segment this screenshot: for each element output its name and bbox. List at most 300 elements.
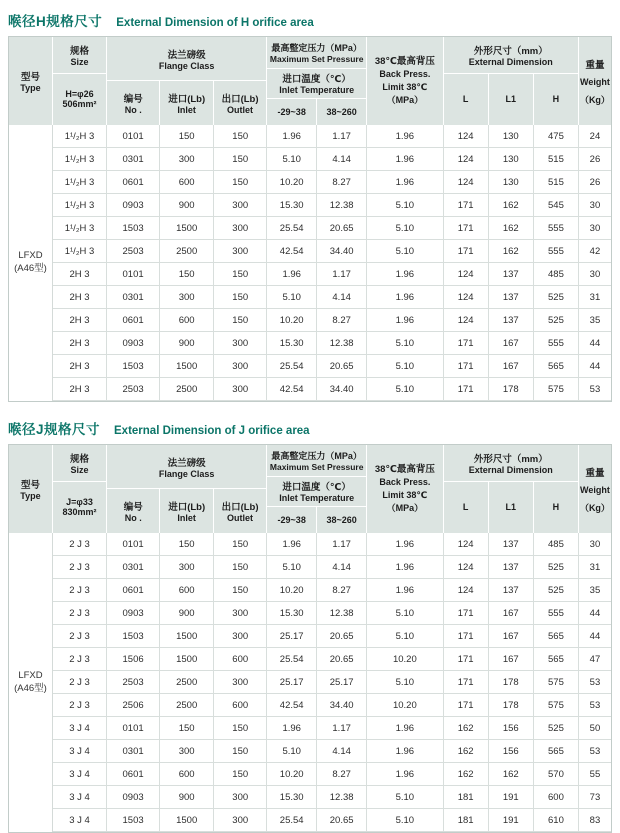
cell-dim-l1: 167 (489, 602, 534, 625)
cell-pressure-29-38: 10.20 (267, 579, 317, 602)
cell-dim-l1: 137 (489, 556, 534, 579)
header-weight-unit: （Kg） (579, 502, 610, 513)
cell-weight: 30 (579, 263, 611, 286)
cell-dim-h: 515 (534, 148, 579, 171)
cell-pressure-38-260: 8.27 (317, 579, 367, 602)
cell-size: 2H 3 (53, 378, 107, 401)
cell-inlet-class: 150 (160, 263, 214, 286)
cell-back-pressure: 5.10 (367, 625, 443, 648)
header-external-dimension (444, 37, 579, 125)
cell-outlet-class: 150 (214, 286, 267, 309)
cell-dim-l1: 167 (489, 332, 534, 355)
cell-back-pressure: 1.96 (367, 717, 443, 740)
cell-inlet-class: 2500 (160, 378, 214, 401)
cell-back-pressure: 5.10 (367, 378, 443, 401)
header-back-press-en1: Back Press. (379, 69, 431, 80)
cell-dim-l: 171 (444, 217, 489, 240)
cell-size: 2H 3 (53, 309, 107, 332)
header-dim-l: L (462, 94, 469, 105)
cell-no: 1503 (107, 217, 160, 240)
header-type-zh: 型号 (20, 480, 40, 491)
header-flange-label (107, 37, 266, 81)
header-inlet-temperature (267, 477, 366, 507)
cell-weight: 53 (579, 694, 611, 717)
cell-inlet-class: 600 (160, 579, 214, 602)
header-inlet-zh: 进口(Lb) (168, 502, 206, 513)
cell-pressure-38-260: 8.27 (317, 763, 367, 786)
header-temp-ranges (267, 99, 366, 125)
cell-dim-l: 171 (444, 694, 489, 717)
cell-dim-l1: 156 (489, 740, 534, 763)
cell-dim-h: 555 (534, 217, 579, 240)
cell-outlet-class: 150 (214, 148, 267, 171)
cell-outlet-class: 300 (214, 355, 267, 378)
cell-back-pressure: 5.10 (367, 671, 443, 694)
header-max-set-pressure (267, 37, 366, 69)
cell-pressure-38-260: 8.27 (317, 309, 367, 332)
header-size-spec (53, 74, 106, 125)
cell-pressure-29-38: 15.30 (267, 602, 317, 625)
cell-dim-l1: 167 (489, 355, 534, 378)
section-title-j-zh: 喉径J规格尺寸 (8, 422, 101, 437)
cell-back-pressure: 5.10 (367, 332, 443, 355)
cell-pressure-29-38: 25.17 (267, 671, 317, 694)
cell-weight: 44 (579, 602, 611, 625)
cell-pressure-38-260: 1.17 (317, 717, 367, 740)
header-flange-subcols (107, 489, 266, 533)
cell-back-pressure: 1.96 (367, 286, 443, 309)
cell-back-pressure: 1.96 (367, 763, 443, 786)
header-max-set-en: Maximum Set Pressure (269, 461, 364, 472)
cell-pressure-29-38: 15.30 (267, 332, 317, 355)
header-set-pressure (267, 445, 367, 533)
cell-weight: 42 (579, 240, 611, 263)
cell-dim-h: 565 (534, 625, 579, 648)
cell-outlet-class: 150 (214, 309, 267, 332)
cell-size: 2H 3 (53, 355, 107, 378)
header-back-press-zh: 38℃最高背压 (374, 55, 435, 67)
cell-no: 0903 (107, 602, 160, 625)
cell-dim-l: 171 (444, 332, 489, 355)
header-size-spec-line1: J=φ33 (66, 497, 93, 508)
cell-dim-h: 570 (534, 763, 579, 786)
cell-weight: 83 (579, 809, 611, 832)
cell-dim-l1: 137 (489, 533, 534, 556)
header-size-zh: 规格 (70, 45, 90, 57)
header-type (9, 37, 53, 125)
cell-weight: 26 (579, 148, 611, 171)
cell-inlet-class: 300 (160, 556, 214, 579)
cell-weight: 44 (579, 332, 611, 355)
cell-pressure-29-38: 5.10 (267, 148, 317, 171)
cell-weight: 53 (579, 740, 611, 763)
header-back-press-en2: Limit 38℃ (382, 490, 428, 501)
cell-outlet-class: 300 (214, 786, 267, 809)
cell-pressure-38-260: 20.65 (317, 809, 367, 832)
cell-inlet-class: 150 (160, 125, 214, 148)
cell-pressure-29-38: 15.30 (267, 194, 317, 217)
cell-weight: 50 (579, 717, 611, 740)
header-back-press-zh: 38℃最高背压 (374, 463, 435, 475)
cell-dim-l: 124 (444, 309, 489, 332)
header-ext-dim-en: External Dimension (468, 464, 553, 475)
cell-outlet-class: 600 (214, 694, 267, 717)
cell-dim-l1: 191 (489, 809, 534, 832)
cell-weight: 30 (579, 533, 611, 556)
cell-dim-l: 124 (444, 125, 489, 148)
cell-dim-l: 124 (444, 148, 489, 171)
cell-outlet-class: 150 (214, 579, 267, 602)
cell-inlet-class: 1500 (160, 648, 214, 671)
cell-weight: 26 (579, 171, 611, 194)
cell-dim-l: 124 (444, 286, 489, 309)
header-outlet-zh: 出口(Lb) (221, 94, 259, 105)
cell-dim-h: 610 (534, 809, 579, 832)
cell-pressure-38-260: 4.14 (317, 148, 367, 171)
cell-pressure-38-260: 4.14 (317, 286, 367, 309)
cell-size: 2 J 3 (53, 579, 107, 602)
type-model-variant: (A46型) (14, 263, 47, 274)
header-size-spec-line2: 830mm² (62, 507, 97, 518)
cell-size: 1¹/₂H 3 (53, 125, 107, 148)
cell-weight: 30 (579, 217, 611, 240)
cell-size: 2 J 3 (53, 625, 107, 648)
cell-pressure-29-38: 25.54 (267, 648, 317, 671)
cell-dim-l1: 162 (489, 763, 534, 786)
cell-dim-l1: 167 (489, 625, 534, 648)
header-dim-l1: L1 (488, 482, 533, 533)
header-weight-zh: 重量 (585, 59, 605, 71)
cell-dim-h: 565 (534, 740, 579, 763)
cell-outlet-class: 150 (214, 125, 267, 148)
cell-size: 1¹/₂H 3 (53, 194, 107, 217)
cell-inlet-class: 2500 (160, 694, 214, 717)
cell-dim-h: 575 (534, 694, 579, 717)
cell-outlet-class: 150 (214, 533, 267, 556)
cell-pressure-29-38: 42.54 (267, 694, 317, 717)
cell-inlet-class: 1500 (160, 355, 214, 378)
cell-outlet-class: 300 (214, 332, 267, 355)
header-type-zh: 型号 (20, 72, 40, 83)
cell-back-pressure: 10.20 (367, 694, 443, 717)
cell-no: 0101 (107, 717, 160, 740)
cell-pressure-29-38: 25.54 (267, 217, 317, 240)
cell-pressure-38-260: 20.65 (317, 355, 367, 378)
cell-dim-l: 124 (444, 579, 489, 602)
header-dim-l: L (462, 502, 469, 513)
h-dimension-table (8, 36, 612, 402)
cell-dim-h: 525 (534, 309, 579, 332)
cell-back-pressure: 1.96 (367, 556, 443, 579)
cell-weight: 35 (579, 309, 611, 332)
cell-dim-l1: 162 (489, 194, 534, 217)
header-back-pressure (367, 445, 443, 533)
cell-outlet-class: 300 (214, 240, 267, 263)
cell-pressure-29-38: 25.17 (267, 625, 317, 648)
header-temp-ranges (267, 507, 366, 533)
cell-back-pressure: 5.10 (367, 240, 443, 263)
cell-pressure-29-38: 1.96 (267, 125, 317, 148)
header-ext-dim-subcols (444, 482, 578, 533)
cell-dim-l1: 130 (489, 171, 534, 194)
cell-no: 0301 (107, 740, 160, 763)
header-inlet (159, 81, 212, 125)
cell-pressure-29-38: 5.10 (267, 286, 317, 309)
header-flange-en: Flange Class (158, 468, 215, 479)
header-no-en: No . (124, 513, 142, 523)
cell-pressure-38-260: 1.17 (317, 263, 367, 286)
cell-weight: 44 (579, 625, 611, 648)
cell-pressure-38-260: 25.17 (317, 671, 367, 694)
header-weight-zh: 重量 (585, 467, 605, 479)
cell-inlet-class: 600 (160, 309, 214, 332)
header-type-en: Type (20, 83, 41, 93)
cell-dim-h: 525 (534, 579, 579, 602)
cell-dim-h: 565 (534, 355, 579, 378)
cell-outlet-class: 300 (214, 602, 267, 625)
header-inlet-en: Inlet (177, 105, 196, 115)
cell-pressure-38-260: 12.38 (317, 602, 367, 625)
cell-inlet-class: 150 (160, 717, 214, 740)
cell-back-pressure: 5.10 (367, 355, 443, 378)
cell-dim-h: 575 (534, 671, 579, 694)
cell-dim-l1: 130 (489, 148, 534, 171)
cell-dim-l1: 178 (489, 378, 534, 401)
section-title-h (8, 10, 612, 30)
header-ext-dim-en: External Dimension (468, 56, 553, 67)
header-ext-dim-subcols (444, 74, 578, 125)
cell-dim-l: 162 (444, 717, 489, 740)
cell-dim-l1: 162 (489, 217, 534, 240)
cell-no: 1503 (107, 809, 160, 832)
header-no (107, 81, 159, 125)
header-dim-l1: L1 (488, 74, 533, 125)
cell-dim-l: 171 (444, 378, 489, 401)
cell-weight: 73 (579, 786, 611, 809)
header-flange-en: Flange Class (158, 60, 215, 71)
cell-back-pressure: 1.96 (367, 148, 443, 171)
cell-pressure-38-260: 20.65 (317, 217, 367, 240)
cell-dim-h: 555 (534, 602, 579, 625)
cell-no: 0903 (107, 194, 160, 217)
cell-dim-l: 171 (444, 625, 489, 648)
cell-weight: 53 (579, 378, 611, 401)
cell-pressure-29-38: 5.10 (267, 740, 317, 763)
cell-pressure-38-260: 12.38 (317, 786, 367, 809)
header-ext-dim-label (444, 37, 578, 74)
cell-pressure-38-260: 34.40 (317, 240, 367, 263)
cell-no: 0601 (107, 579, 160, 602)
cell-dim-l1: 191 (489, 786, 534, 809)
header-inlet-temp-zh: 进口温度（℃） (282, 74, 351, 86)
header-dim-h: H (533, 482, 578, 533)
cell-dim-h: 475 (534, 125, 579, 148)
header-back-press-en2: Limit 38℃ (382, 82, 428, 93)
header-flange-label (107, 445, 266, 489)
cell-dim-l: 171 (444, 648, 489, 671)
cell-back-pressure: 5.10 (367, 217, 443, 240)
cell-back-pressure: 1.96 (367, 579, 443, 602)
header-size-spec-line1: H=φ26 (65, 89, 94, 100)
cell-pressure-38-260: 12.38 (317, 332, 367, 355)
j-dimension-table (8, 444, 612, 833)
cell-size: 1¹/₂H 3 (53, 240, 107, 263)
section-title-j-en: External Dimension of J orifice area (114, 425, 310, 437)
cell-size: 2 J 3 (53, 533, 107, 556)
cell-back-pressure: 1.96 (367, 740, 443, 763)
cell-dim-h: 515 (534, 171, 579, 194)
header-size-spec (53, 482, 106, 533)
cell-back-pressure: 5.10 (367, 809, 443, 832)
header-inlet-temp-en: Inlet Temperature (279, 85, 355, 96)
header-inlet-zh: 进口(Lb) (168, 94, 206, 105)
header-max-set-zh: 最高整定压力（MPa） (271, 42, 362, 53)
cell-dim-l: 162 (444, 763, 489, 786)
cell-outlet-class: 300 (214, 194, 267, 217)
cell-dim-h: 525 (534, 286, 579, 309)
header-external-dimension (444, 445, 579, 533)
cell-pressure-29-38: 10.20 (267, 763, 317, 786)
cell-back-pressure: 5.10 (367, 602, 443, 625)
cell-size: 3 J 4 (53, 809, 107, 832)
header-max-set-zh: 最高整定压力（MPa） (271, 450, 362, 461)
cell-pressure-29-38: 25.54 (267, 809, 317, 832)
header-outlet (213, 81, 266, 125)
section-h-orifice (8, 10, 612, 402)
cell-size: 3 J 4 (53, 786, 107, 809)
header-ext-dim-zh: 外形尺寸（mm） (473, 453, 548, 465)
cell-inlet-class: 300 (160, 286, 214, 309)
cell-inlet-class: 600 (160, 171, 214, 194)
cell-pressure-38-260: 12.38 (317, 194, 367, 217)
cell-back-pressure: 1.96 (367, 309, 443, 332)
header-inlet-en: Inlet (177, 513, 196, 523)
header-weight-en: Weight (580, 484, 610, 495)
header-size-en: Size (70, 464, 89, 475)
cell-size: 2 J 3 (53, 671, 107, 694)
cell-back-pressure: 1.96 (367, 533, 443, 556)
header-back-press-unit: （MPa） (386, 95, 424, 106)
cell-pressure-29-38: 1.96 (267, 263, 317, 286)
cell-weight: 31 (579, 556, 611, 579)
cell-dim-l: 162 (444, 740, 489, 763)
cell-dim-l: 171 (444, 240, 489, 263)
header-outlet-en: Outlet (227, 105, 254, 115)
header-inlet-temp-zh: 进口温度（℃） (282, 482, 351, 494)
header-flange-zh: 法兰磅级 (167, 457, 206, 469)
header-size (53, 445, 107, 533)
header-inlet-temperature (267, 69, 366, 99)
cell-pressure-38-260: 34.40 (317, 694, 367, 717)
cell-outlet-class: 150 (214, 763, 267, 786)
cell-dim-l: 124 (444, 556, 489, 579)
cell-weight: 24 (579, 125, 611, 148)
cell-inlet-class: 150 (160, 533, 214, 556)
cell-weight: 35 (579, 579, 611, 602)
cell-dim-l1: 130 (489, 125, 534, 148)
cell-outlet-class: 300 (214, 671, 267, 694)
header-flange-class (107, 37, 267, 125)
cell-dim-l: 171 (444, 602, 489, 625)
cell-dim-l1: 167 (489, 648, 534, 671)
cell-dim-h: 575 (534, 378, 579, 401)
cell-dim-l: 171 (444, 194, 489, 217)
section-title-j (8, 418, 612, 438)
cell-no: 0903 (107, 332, 160, 355)
header-no (107, 489, 159, 533)
cell-no: 0101 (107, 263, 160, 286)
cell-size: 2 J 3 (53, 556, 107, 579)
header-no-zh: 编号 (123, 502, 143, 513)
cell-inlet-class: 300 (160, 740, 214, 763)
cell-dim-l: 124 (444, 263, 489, 286)
cell-size: 2 J 3 (53, 648, 107, 671)
cell-inlet-class: 2500 (160, 671, 214, 694)
cell-pressure-29-38: 42.54 (267, 378, 317, 401)
header-size (53, 37, 107, 125)
cell-pressure-29-38: 42.54 (267, 240, 317, 263)
cell-dim-l1: 137 (489, 309, 534, 332)
cell-dim-h: 525 (534, 717, 579, 740)
type-model-cell (9, 533, 53, 832)
cell-pressure-38-260: 1.17 (317, 533, 367, 556)
cell-dim-l: 181 (444, 786, 489, 809)
type-model-cell (9, 125, 53, 401)
header-back-press-en1: Back Press. (379, 477, 431, 488)
cell-pressure-38-260: 1.17 (317, 125, 367, 148)
cell-dim-l: 181 (444, 809, 489, 832)
header-outlet-zh: 出口(Lb) (221, 502, 259, 513)
cell-size: 1¹/₂H 3 (53, 171, 107, 194)
cell-size: 3 J 4 (53, 763, 107, 786)
cell-no: 2503 (107, 378, 160, 401)
header-type (9, 445, 53, 533)
header-type-en: Type (20, 491, 41, 501)
header-max-set-en: Maximum Set Pressure (269, 53, 364, 64)
cell-pressure-38-260: 4.14 (317, 740, 367, 763)
header-size-label (53, 37, 106, 74)
header-back-press-unit: （MPa） (386, 503, 424, 514)
cell-inlet-class: 900 (160, 786, 214, 809)
header-temp-range-1: -29~38 (277, 514, 306, 525)
cell-dim-l1: 156 (489, 717, 534, 740)
cell-dim-h: 565 (534, 648, 579, 671)
cell-size: 2 J 3 (53, 602, 107, 625)
header-weight (579, 37, 611, 125)
header-size-zh: 规格 (70, 453, 90, 465)
cell-no: 1503 (107, 625, 160, 648)
cell-dim-h: 600 (534, 786, 579, 809)
section-title-h-zh: 喉径H规格尺寸 (8, 14, 103, 29)
header-max-set-pressure (267, 445, 366, 477)
cell-pressure-38-260: 4.14 (317, 556, 367, 579)
cell-outlet-class: 150 (214, 171, 267, 194)
cell-inlet-class: 1500 (160, 217, 214, 240)
cell-dim-l1: 178 (489, 671, 534, 694)
cell-pressure-29-38: 5.10 (267, 556, 317, 579)
type-model-variant: (A46型) (14, 682, 47, 694)
cell-outlet-class: 300 (214, 809, 267, 832)
cell-pressure-29-38: 15.30 (267, 786, 317, 809)
cell-dim-h: 545 (534, 194, 579, 217)
cell-pressure-29-38: 1.96 (267, 717, 317, 740)
header-size-en: Size (70, 56, 89, 67)
header-temp-range-1: -29~38 (277, 106, 306, 117)
cell-inlet-class: 1500 (160, 809, 214, 832)
cell-dim-l: 124 (444, 171, 489, 194)
cell-dim-h: 555 (534, 240, 579, 263)
cell-inlet-class: 1500 (160, 625, 214, 648)
